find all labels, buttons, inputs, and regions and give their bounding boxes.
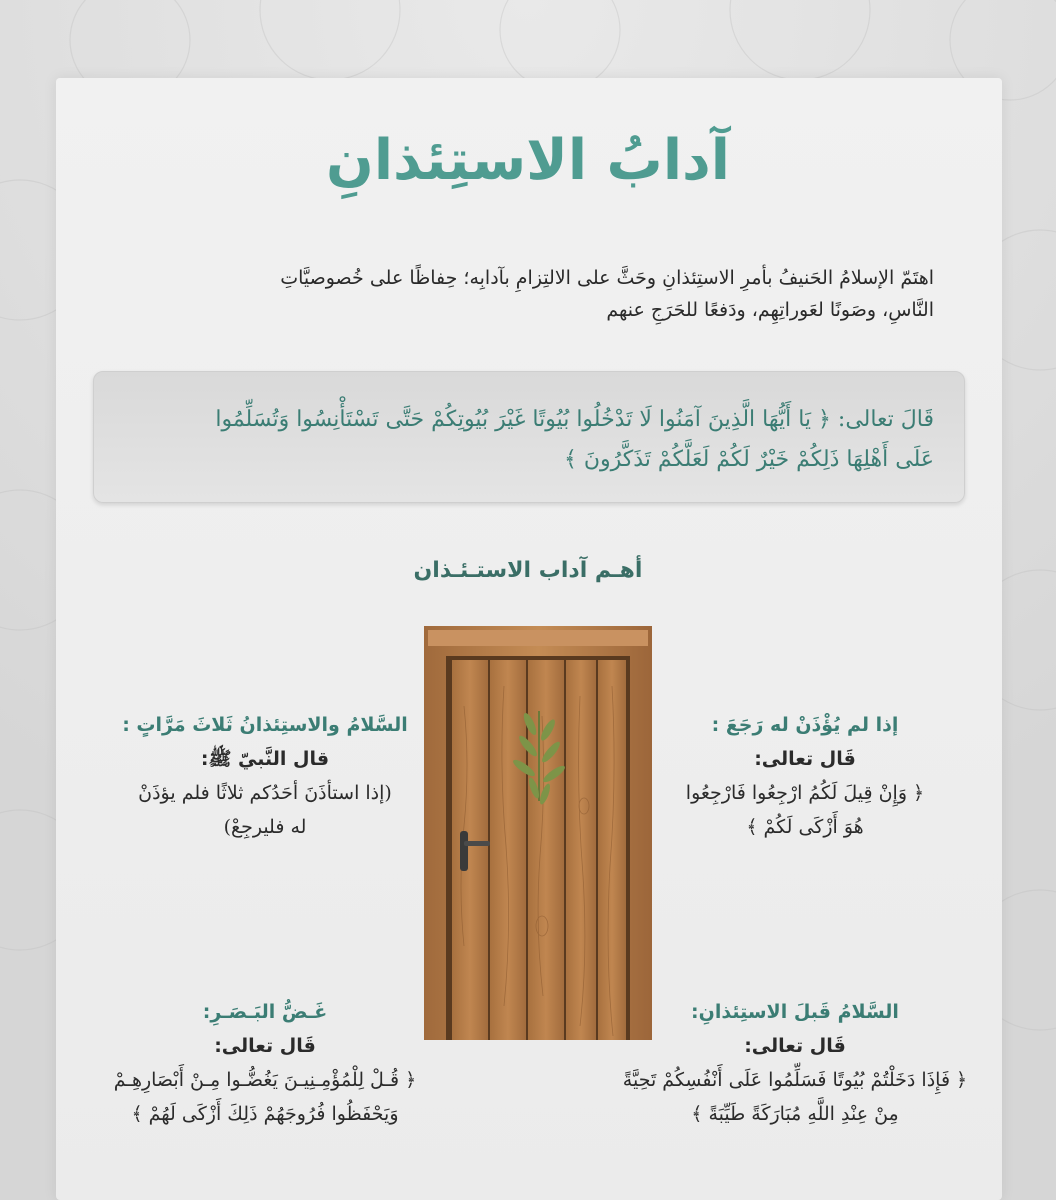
quote-line-2: عَلَى أَهْلِهَا ذَلِكُمْ خَيْرٌ لَكُمْ لَعَلَّكُمْ تَذَكَّرُونَ ﴾ [563, 447, 934, 472]
block-gaze-line-1: ﴿ قُـلْ لِلْمُؤْمِـنِيـنَ يَغُضُّـوا مِـنْ أَبْصَارِهِـمْ [113, 1069, 417, 1091]
block-refused-head: إذا لم يُؤْذَنْ له رَجَعَ : [711, 714, 899, 736]
door-illustration [424, 626, 652, 1040]
block-three-line-2: له فليرجِعْ) [223, 816, 307, 838]
block-greeting-first [600, 995, 990, 1131]
block-lower-gaze [110, 995, 420, 1131]
block-three-head: السَّلامُ والاستِئذانُ ثَلاثَ مَرَّاتٍ : [122, 714, 408, 736]
block-refused-entry [660, 708, 950, 844]
page-title: آدابُ الاستِئذانِ [326, 128, 730, 193]
quote-prefix: قَالَ تعالى: [837, 407, 934, 432]
wooden-door-icon [424, 626, 652, 1040]
block-gaze-line-2: وَيَحْفَظُوا فُرُوجَهُمْ ذَلِكَ أَزْكَى لَهُمْ ﴾ [131, 1103, 399, 1125]
intro-paragraph [100, 262, 934, 326]
block-greeting-line-2: مِنْ عِنْدِ اللَّهِ مُبَارَكَةً طَيِّبَةً ﴾ [691, 1103, 899, 1125]
section-title: أهـم آداب الاستـئـذان [413, 558, 643, 583]
block-refused-line-1: ﴿ وَإِنْ قِيلَ لَكُمُ ارْجِعُوا فَارْجِعُوا [685, 782, 925, 804]
quran-quote-box [93, 371, 965, 503]
block-three-line-1: (إذا استأذَنَ أحَدُكم ثلاثًا فلم يؤذَنْ [138, 782, 392, 804]
block-gaze-says: قَال تعالى: [214, 1035, 316, 1057]
block-three-times [120, 708, 410, 844]
quote-text [118, 400, 934, 480]
block-greeting-line-1: ﴿ فَإِذَا دَخَلْتُمْ بُيُوتًا فَسَلِّمُوا عَلَى أَنْفُسِكُمْ تَحِيَّةً [622, 1069, 968, 1091]
block-gaze-head: غَـضُّ البَـصَـرِ: [202, 1001, 328, 1023]
intro-line-2: النَّاسِ، وصَونًا لعَوراتِهِم، ودَفعًا للحَرَجِ عنهم [606, 299, 934, 321]
block-three-says: قال النَّبيّ ﷺ: [200, 748, 330, 770]
block-refused-line-2: هُوَ أَزْكَى لَكُمْ ﴾ [746, 816, 864, 838]
intro-line-1: اهتَمّ الإسلامُ الحَنيفُ بأمرِ الاستِئذانِ وحَثَّ على الالتِزامِ بآدابِه؛ حِفاظًا على خُصوصيَّاتِ [280, 267, 934, 289]
quote-line-1 [118, 400, 934, 440]
block-greeting-says: قَال تعالى: [744, 1035, 846, 1057]
block-greeting-head: السَّلامُ قَبلَ الاستِئذانِ: [691, 1001, 899, 1023]
quote-verse-1: ﴿ يَا أَيُّهَا الَّذِينَ آمَنُوا لَا تَدْخُلُوا بُيُوتًا غَيْرَ بُيُوتِكُمْ حَتَّى تَسْتَأْنِسُوا وَتُسَلِّمُوا [215, 407, 831, 432]
block-refused-says: قَال تعالى: [754, 748, 856, 770]
